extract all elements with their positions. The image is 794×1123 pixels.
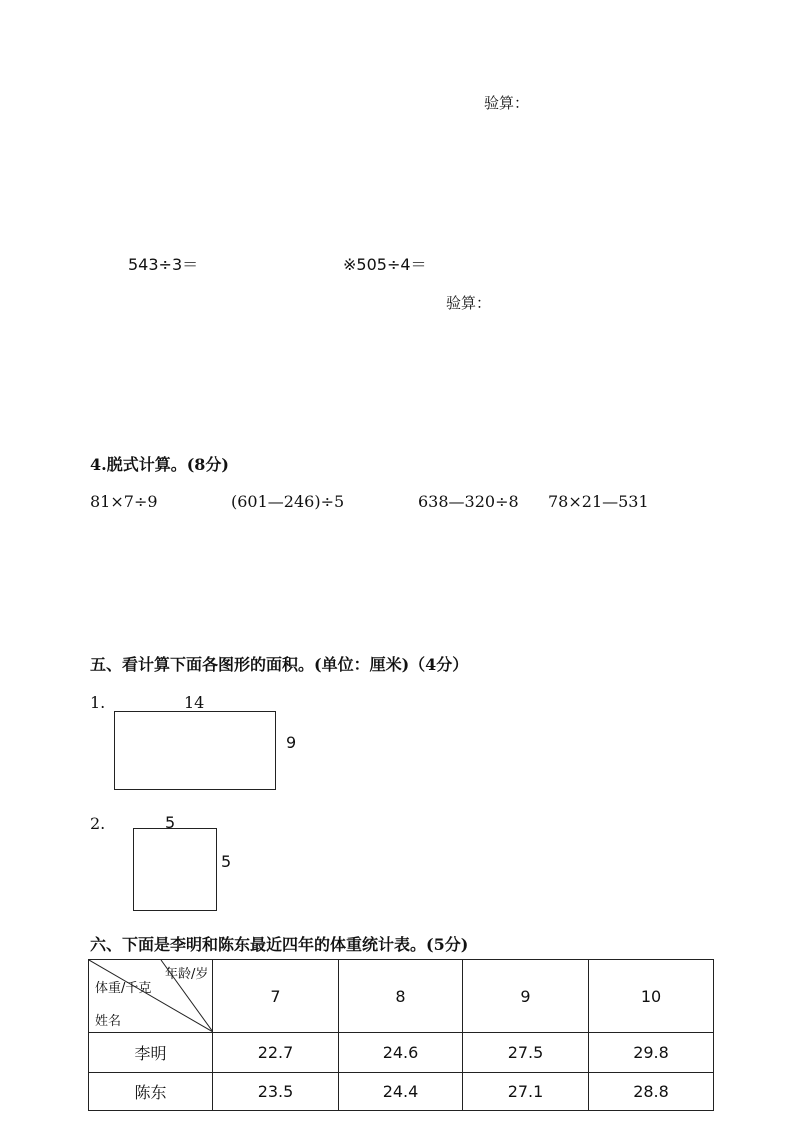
division-problem-1: 543÷3＝	[128, 255, 199, 274]
figure1-index: 1.	[90, 693, 106, 712]
row-name-cell: 李明	[89, 1033, 213, 1073]
age-header-cell: 8	[339, 960, 463, 1033]
figure1-top-label: 14	[184, 693, 205, 712]
table-row	[89, 1033, 714, 1073]
calc-problem-1: 81×7÷9	[90, 492, 158, 511]
calc-problem-3: 638—320÷8	[418, 492, 519, 511]
age-header-cell: 10	[589, 960, 714, 1033]
weight-value-cell: 27.5	[463, 1033, 589, 1073]
corner-weight-label: 体重/千克	[95, 981, 152, 996]
weight-value-cell: 24.4	[339, 1073, 463, 1111]
division-problem-2: ※505÷4＝	[343, 255, 427, 274]
section6-title: 六、下面是李明和陈东最近四年的体重统计表。(5分)	[90, 935, 469, 954]
rectangle-figure	[114, 711, 276, 790]
figure1-side-label: 9	[286, 733, 297, 752]
square-figure	[133, 828, 217, 911]
weight-value-cell: 22.7	[213, 1033, 339, 1073]
calc-problem-4: 78×21—531	[548, 492, 649, 511]
weight-value-cell: 27.1	[463, 1073, 589, 1111]
row-name-cell: 陈东	[89, 1073, 213, 1111]
age-header-cell: 9	[463, 960, 589, 1033]
check-label-1: 验算：	[484, 94, 530, 112]
corner-name-label: 姓名	[95, 1014, 122, 1029]
check-label-2: 验算：	[446, 294, 492, 312]
section4-title: 4.脱式计算。(8分)	[90, 455, 229, 474]
figure2-side-label: 5	[221, 852, 232, 871]
table-header-row	[89, 960, 714, 1033]
figure2-index: 2.	[90, 814, 106, 833]
section5-title: 五、看计算下面各图形的面积。(单位：厘米)（4分）	[90, 655, 469, 674]
weight-value-cell: 28.8	[589, 1073, 714, 1111]
diagonal-header-cell	[89, 960, 213, 1033]
weight-value-cell: 29.8	[589, 1033, 714, 1073]
figure2-top-label: 5	[165, 813, 176, 832]
weight-value-cell: 23.5	[213, 1073, 339, 1111]
weight-statistics-table	[88, 959, 714, 1111]
weight-value-cell: 24.6	[339, 1033, 463, 1073]
age-header-cell: 7	[213, 960, 339, 1033]
corner-age-label: 年龄/岁	[165, 967, 209, 982]
table-row	[89, 1073, 714, 1111]
calc-problem-2: (601—246)÷5	[231, 492, 345, 511]
